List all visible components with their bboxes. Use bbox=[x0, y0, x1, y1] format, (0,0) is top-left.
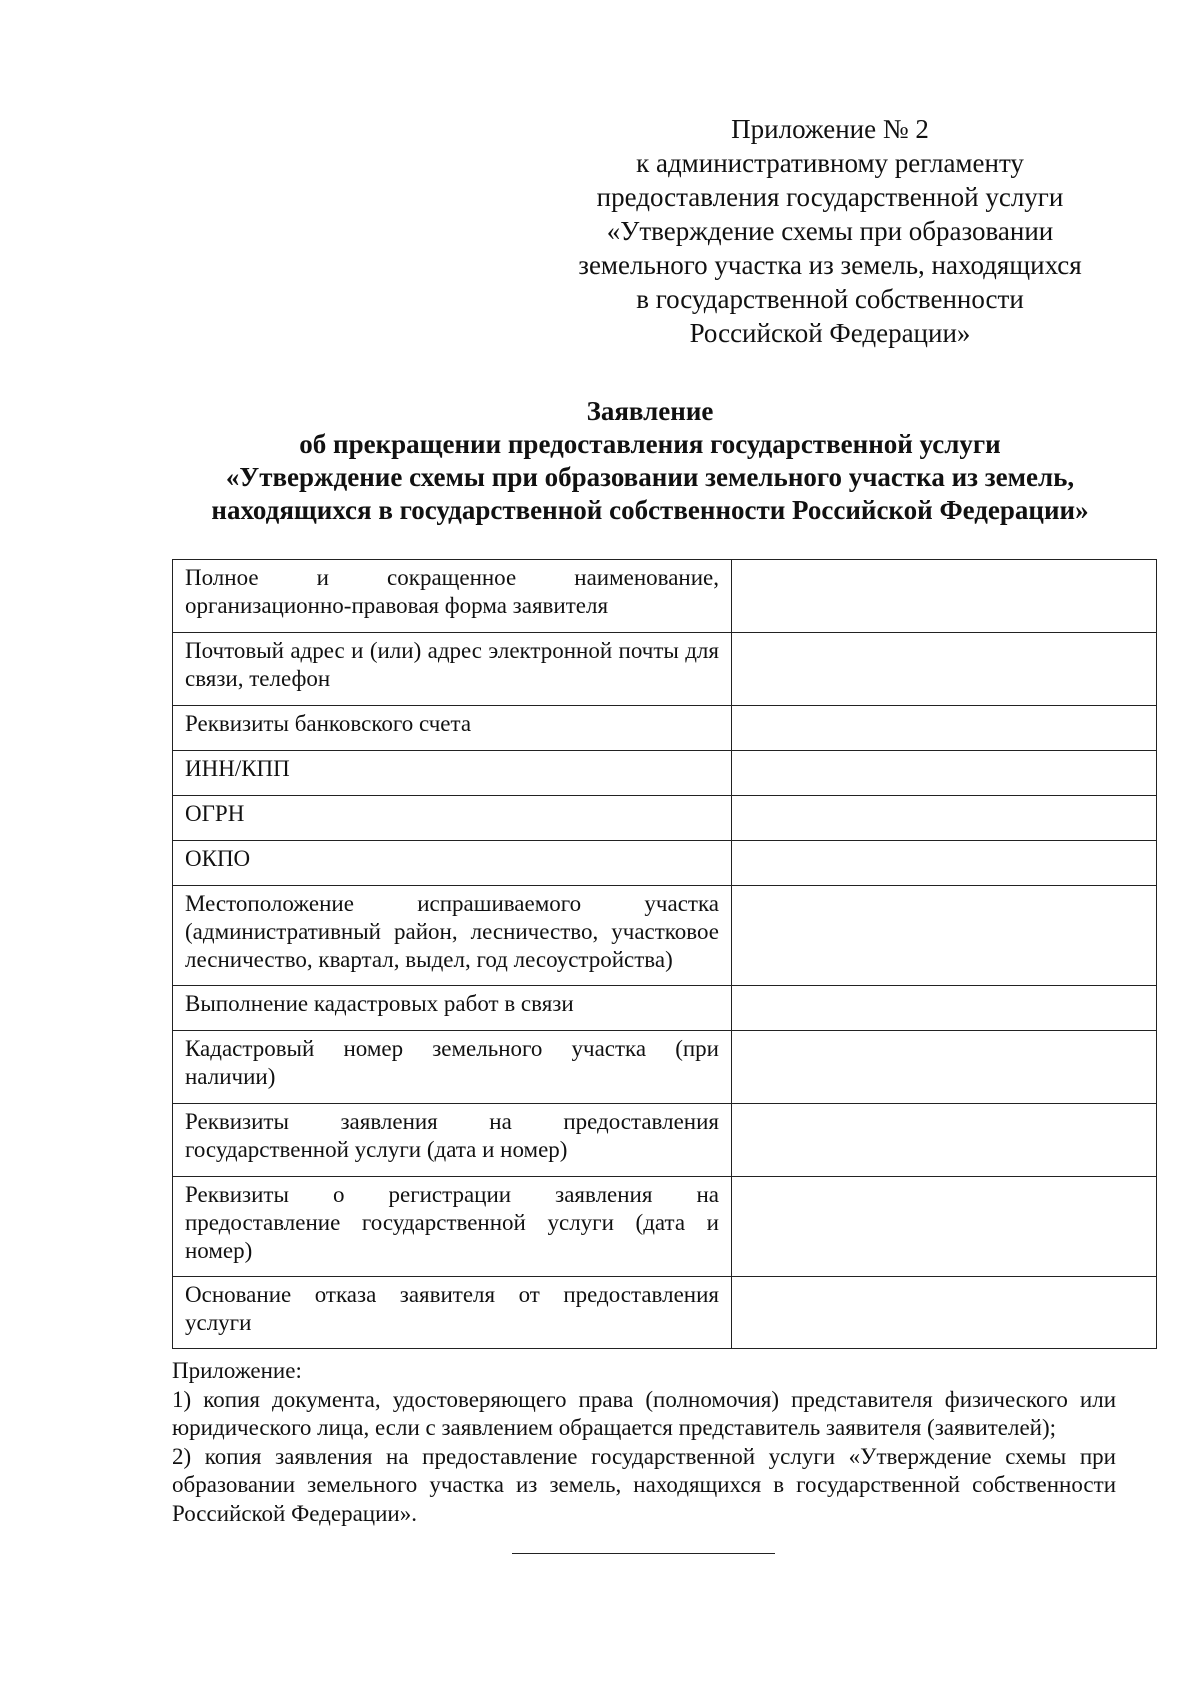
appendix-header-line: земельного участка из земель, находящихся bbox=[578, 250, 1082, 280]
table-row bbox=[173, 751, 1157, 796]
appendix-header-line: предоставления государственной услуги bbox=[596, 182, 1064, 212]
table-row bbox=[173, 633, 1157, 706]
field-value[interactable] bbox=[732, 1177, 1157, 1277]
field-label: Выполнение кадастровых работ в связи bbox=[173, 986, 732, 1031]
appendix-header-line: «Утверждение схемы при образовании bbox=[606, 216, 1054, 246]
table-row bbox=[173, 1031, 1157, 1104]
field-label: ИНН/КПП bbox=[173, 751, 732, 796]
appendix-header-line: в государственной собственности bbox=[636, 284, 1024, 314]
field-value[interactable] bbox=[732, 633, 1157, 706]
field-label: Полное и сокращенное наименование, организационно-правовая форма заявителя bbox=[173, 560, 732, 633]
table-row bbox=[173, 886, 1157, 986]
table-row bbox=[173, 986, 1157, 1031]
field-value[interactable] bbox=[732, 1031, 1157, 1104]
field-label: Местоположение испрашиваемого участка (административный район, лесничество, участковое лесничество, квартал, выдел, год лесоустройства) bbox=[173, 886, 732, 986]
table-row bbox=[173, 841, 1157, 886]
field-value[interactable] bbox=[732, 796, 1157, 841]
table-row bbox=[173, 706, 1157, 751]
table-row bbox=[173, 796, 1157, 841]
field-value[interactable] bbox=[732, 986, 1157, 1031]
table-row bbox=[173, 1177, 1157, 1277]
attachments-heading: Приложение: bbox=[172, 1358, 302, 1383]
application-form-table bbox=[172, 559, 1157, 1349]
attachment-item: 1) копия документа, удостоверяющего права (полномочия) представителя физического или юридического лица, если с заявлением обращается представитель заявителя (заявителей); bbox=[172, 1386, 1116, 1440]
attachment-item: 2) копия заявления на предоставление государственной услуги «Утверждение схемы при образовании земельного участка из земель, находящихся в государственной собственности Российской Федерации». bbox=[172, 1443, 1116, 1526]
document-title-line: «Утверждение схемы при образовании земельного участка из земель, bbox=[225, 462, 1075, 492]
field-label: Основание отказа заявителя от предоставления услуги bbox=[173, 1277, 732, 1349]
attachments-section bbox=[172, 1357, 1116, 1528]
field-label: Почтовый адрес и (или) адрес электронной почты для связи, телефон bbox=[173, 633, 732, 706]
table-row bbox=[173, 560, 1157, 633]
field-label: Кадастровый номер земельного участка (при наличии) bbox=[173, 1031, 732, 1104]
field-label: Реквизиты о регистрации заявления на предоставление государственной услуги (дата и номер) bbox=[173, 1177, 732, 1277]
field-label: Реквизиты банковского счета bbox=[173, 706, 732, 751]
appendix-header bbox=[560, 112, 1100, 350]
table-row bbox=[173, 1277, 1157, 1349]
field-label: ОКПО bbox=[173, 841, 732, 886]
document-title bbox=[100, 395, 1200, 527]
table-row bbox=[173, 1104, 1157, 1177]
field-value[interactable] bbox=[732, 841, 1157, 886]
field-value[interactable] bbox=[732, 706, 1157, 751]
field-value[interactable] bbox=[732, 751, 1157, 796]
field-value[interactable] bbox=[732, 1104, 1157, 1177]
appendix-header-line: к административному регламенту bbox=[636, 148, 1024, 178]
field-label: ОГРН bbox=[173, 796, 732, 841]
appendix-header-line: Российской Федерации» bbox=[689, 318, 971, 348]
document-title-line: находящихся в государственной собственности Российской Федерации» bbox=[211, 495, 1089, 525]
field-value[interactable] bbox=[732, 1277, 1157, 1349]
closing-rule bbox=[512, 1553, 775, 1554]
document-title-line: Заявление bbox=[586, 396, 714, 426]
document-title-line: об прекращении предоставления государственной услуги bbox=[299, 429, 1001, 459]
field-value[interactable] bbox=[732, 886, 1157, 986]
appendix-header-line: Приложение № 2 bbox=[731, 114, 929, 144]
field-value[interactable] bbox=[732, 560, 1157, 633]
field-label: Реквизиты заявления на предоставления государственной услуги (дата и номер) bbox=[173, 1104, 732, 1177]
